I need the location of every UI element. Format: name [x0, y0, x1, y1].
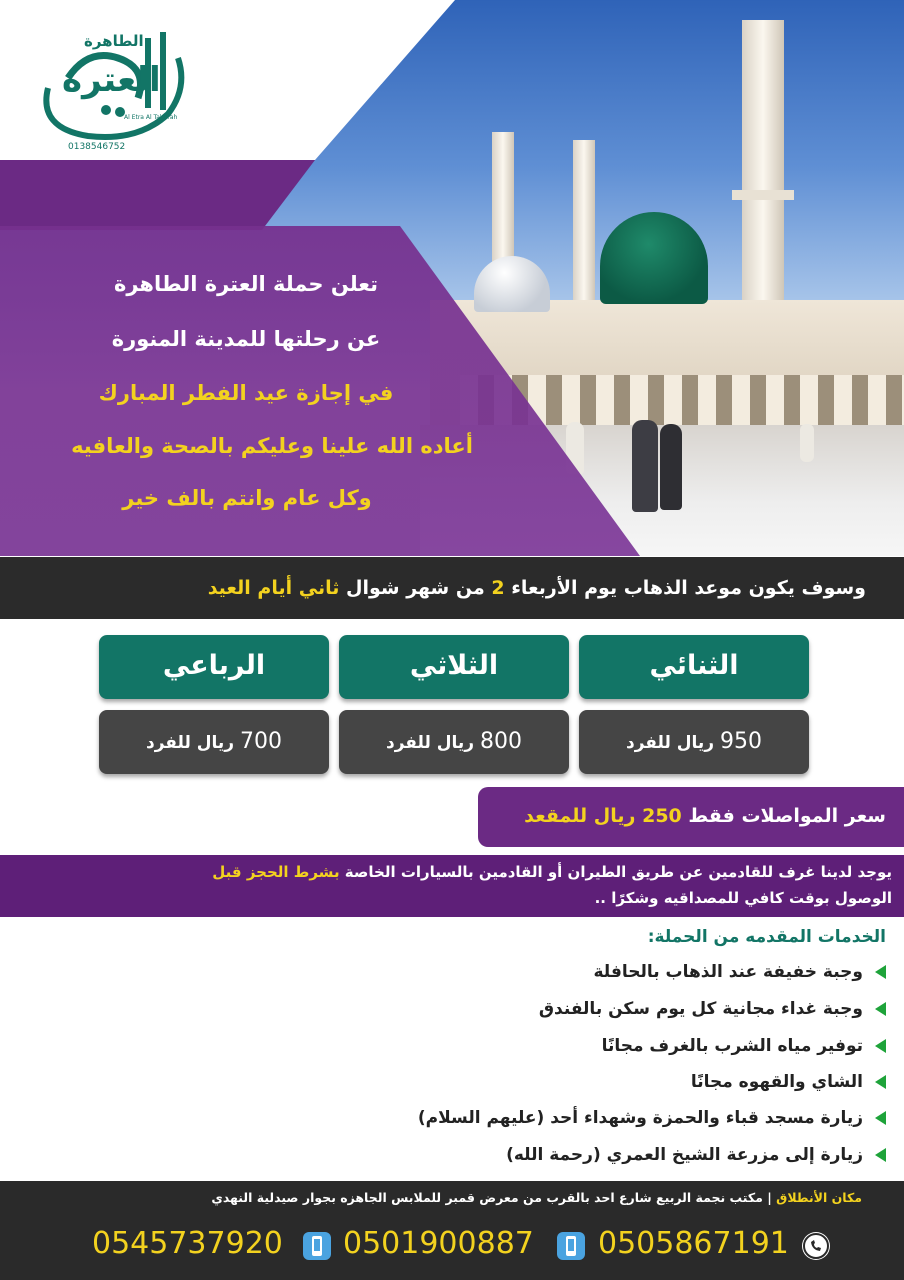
- price-unit: ريال للفرد: [625, 733, 715, 753]
- price-unit: ريال للفرد: [385, 733, 475, 753]
- minaret-balcony: [732, 190, 794, 200]
- service-text: زيارة مسجد قباء والحمزة وشهداء أحد (عليهم السلام): [417, 1108, 863, 1128]
- price-value: 700: [240, 729, 282, 754]
- departure-band: [0, 557, 904, 619]
- bullet-arrow-icon: [875, 1148, 886, 1162]
- package-title-double: الثنائي: [579, 635, 809, 699]
- rooms-text-1: يوجد لدينا غرف للقادمين عن طريق الطيران أو القادمين بالسيارات الخاصة: [339, 863, 892, 881]
- service-item: [602, 1036, 886, 1056]
- phone-number-1[interactable]: 0505867191: [598, 1226, 789, 1261]
- logo-name: العترة: [62, 60, 161, 100]
- service-item: [539, 999, 886, 1019]
- package-price-quad: [99, 710, 329, 774]
- hero-banner: [0, 0, 904, 556]
- pilgrim-figure: [632, 420, 658, 512]
- phone-number-2[interactable]: 0501900887: [343, 1226, 534, 1261]
- services-title: الخدمات المقدمه من الحملة:: [647, 927, 886, 947]
- rooms-text-2: بشرط الحجز قبل: [212, 863, 340, 881]
- mobile-phone-icon: [303, 1232, 331, 1260]
- hero-line-5: وكل عام وانتم بالف خير: [122, 486, 372, 510]
- location-text: مكتب نجمة الربيع شارع احد بالقرب من معرض قمبر للملابس الجاهزه بجوار صيدلية النهدي: [211, 1190, 763, 1205]
- whatsapp-icon[interactable]: [802, 1232, 830, 1260]
- hero-line-2: عن رحلتها للمدينة المنورة: [111, 327, 381, 351]
- service-text: وجبة غداء مجانية كل يوم سكن بالفندق: [538, 999, 863, 1019]
- phone-number-3[interactable]: 0545737920: [92, 1226, 283, 1261]
- service-text: الشاي والقهوه مجانًا: [690, 1072, 863, 1092]
- pilgrim-figure: [660, 424, 682, 510]
- transport-price-value: 250: [642, 805, 682, 827]
- departure-text-1: وسوف يكون موعد الذهاب يوم الأربعاء: [504, 577, 866, 599]
- pilgrim-figure: [800, 424, 814, 462]
- price-value: 800: [480, 729, 522, 754]
- package-price-double: [579, 710, 809, 774]
- transport-text-1: سعر المواصلات فقط: [681, 805, 886, 827]
- price-value: 950: [720, 729, 762, 754]
- logo-phone: 0138546752: [68, 142, 126, 152]
- rooms-note: [0, 855, 904, 917]
- service-item: [691, 1072, 886, 1092]
- departure-location: مكان الأنطلاق | مكتب نجمة الربيع شارع احد بالقرب من معرض قمبر للملابس الجاهزه بجوار صيدلية النهدي: [211, 1190, 862, 1205]
- service-text: وجبة خفيفة عند الذهاب بالحافلة: [593, 962, 863, 982]
- hero-line-1: تعلن حملة العترة الطاهرة: [113, 272, 379, 296]
- minaret-image: [573, 140, 595, 320]
- package-price-triple: [339, 710, 569, 774]
- mobile-phone-icon: [557, 1232, 585, 1260]
- bullet-arrow-icon: [875, 1075, 886, 1089]
- departure-text-3: ثاني أيام العيد: [207, 577, 340, 599]
- service-text: زيارة إلى مزرعة الشيخ العمري (رحمة الله): [506, 1145, 863, 1165]
- hero-line-4: أعاده الله علينا وعليكم بالصحة والعافيه: [71, 434, 473, 458]
- bullet-arrow-icon: [875, 1002, 886, 1016]
- rooms-text-3: الوصول بوقت كافي للمصداقيه وشكرًا ..: [594, 889, 892, 907]
- transport-price: [478, 787, 904, 847]
- price-unit: ريال للفرد: [145, 733, 235, 753]
- hero-line-3: في إجازة عيد الفطر المبارك: [98, 381, 394, 405]
- departure-day-number: 2: [491, 577, 505, 599]
- bullet-arrow-icon: [875, 965, 886, 979]
- campaign-logo: [28, 18, 198, 154]
- service-item: [593, 962, 886, 982]
- service-item: [506, 1145, 886, 1165]
- service-text: توفير مياه الشرب بالغرف مجانًا: [601, 1036, 863, 1056]
- location-label: مكان الأنطلاق: [776, 1190, 862, 1205]
- bullet-arrow-icon: [875, 1111, 886, 1125]
- logo-title: الطاهرة: [84, 32, 144, 50]
- logo-latin: Al Etra Al Taherah: [124, 114, 178, 121]
- departure-text-2: من شهر شوال: [339, 577, 492, 599]
- service-item: [418, 1108, 886, 1128]
- transport-text-2: ريال للمقعد: [524, 805, 643, 827]
- package-title-triple: الثلاثي: [339, 635, 569, 699]
- package-title-quad: الرباعي: [99, 635, 329, 699]
- bullet-arrow-icon: [875, 1039, 886, 1053]
